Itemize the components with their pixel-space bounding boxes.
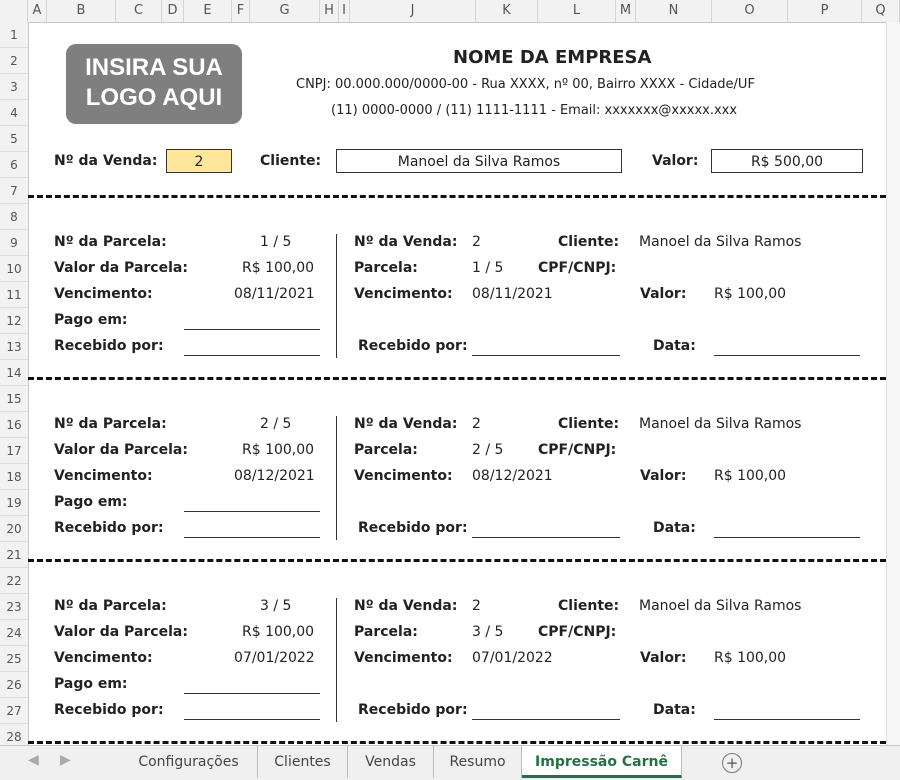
slip-divider: [336, 234, 337, 358]
company-name: NOME DA EMPRESA: [453, 47, 652, 68]
slip-sale-number-label: Nº da Venda:: [354, 234, 458, 250]
sheet-tab-resumo[interactable]: Resumo: [434, 746, 522, 778]
column-header-p[interactable]: P: [788, 0, 862, 22]
slip-parcel-value: 3 / 5: [472, 624, 504, 640]
row-header-9[interactable]: 9: [0, 230, 28, 256]
column-header-k[interactable]: K: [476, 0, 538, 22]
value-field[interactable]: R$ 500,00: [711, 149, 863, 173]
column-header-corner: [0, 0, 28, 22]
slip-value-amount: R$ 100,00: [714, 650, 787, 666]
slip-sale-number-value: 2: [472, 234, 481, 250]
slip-divider: [336, 416, 337, 540]
slip-due-label: Vencimento:: [354, 286, 453, 302]
slip-divider: [336, 598, 337, 722]
logo-placeholder: INSIRA SUA LOGO AQUI: [66, 44, 242, 124]
sheet-tab-impress-o-carn-[interactable]: Impressão Carnê: [522, 746, 682, 778]
slip-client-value: Manoel da Silva Ramos: [639, 598, 802, 614]
cut-line: [28, 377, 886, 380]
slip-cpf-label: CPF/CNPJ:: [538, 624, 617, 640]
slip-value-label: Valor:: [640, 468, 687, 484]
parcel-amount-label: Valor da Parcela:: [54, 442, 188, 458]
row-header-21[interactable]: 21: [0, 542, 28, 568]
slip-cpf-label: CPF/CNPJ:: [538, 442, 617, 458]
slip-received-by-line: [472, 355, 620, 356]
slip-received-by-label: Recebido por:: [358, 702, 468, 718]
slip-value-amount: R$ 100,00: [714, 286, 787, 302]
slip-parcel-label: Parcela:: [354, 442, 418, 458]
slip-received-by-label: Recebido por:: [358, 520, 468, 536]
received-by-label: Recebido por:: [54, 520, 164, 536]
slip-sale-number-label: Nº da Venda:: [354, 416, 458, 432]
row-header-28[interactable]: 28: [0, 724, 28, 750]
slip-value-amount: R$ 100,00: [714, 468, 787, 484]
row-header-6[interactable]: 6: [0, 152, 28, 178]
row-header-20[interactable]: 20: [0, 516, 28, 542]
cut-line: [28, 195, 886, 198]
row-header-14[interactable]: 14: [0, 360, 28, 386]
column-header-n[interactable]: N: [636, 0, 712, 22]
due-date-label: Vencimento:: [54, 286, 153, 302]
value-label: Valor:: [652, 153, 699, 169]
received-by-label: Recebido por:: [54, 702, 164, 718]
row-header-26[interactable]: 26: [0, 672, 28, 698]
row-header-23[interactable]: 23: [0, 594, 28, 620]
row-header-19[interactable]: 19: [0, 490, 28, 516]
sheet-tab-configura-es[interactable]: Configurações: [120, 746, 258, 778]
parcel-amount-value: R$ 100,00: [242, 624, 315, 640]
due-date-label: Vencimento:: [54, 650, 153, 666]
slip-client-label: Cliente:: [558, 598, 620, 614]
vertical-scrollbar[interactable]: [886, 22, 900, 745]
column-header-j[interactable]: J: [350, 0, 476, 22]
client-field[interactable]: Manoel da Silva Ramos: [336, 149, 622, 173]
column-header-q[interactable]: Q: [862, 0, 900, 22]
row-header-2[interactable]: 2: [0, 48, 28, 74]
parcel-amount-label: Valor da Parcela:: [54, 624, 188, 640]
slip-client-label: Cliente:: [558, 234, 620, 250]
company-info-line2: (11) 0000-0000 / (11) 1111-1111 - Email: xxxxxxx@xxxxx.xxx: [331, 103, 738, 118]
client-label: Cliente:: [260, 153, 322, 169]
sale-number-label: Nº da Venda:: [54, 153, 158, 169]
paid-on-label: Pago em:: [54, 676, 128, 692]
paid-on-label: Pago em:: [54, 312, 128, 328]
slip-due-label: Vencimento:: [354, 468, 453, 484]
column-header-g[interactable]: G: [250, 0, 320, 22]
cut-line: [28, 559, 886, 562]
received-by-line: [184, 537, 320, 538]
row-header-4[interactable]: 4: [0, 100, 28, 126]
worksheet[interactable]: [28, 22, 886, 745]
slip-date-line: [714, 719, 860, 720]
sheet-tab-bar: [0, 745, 900, 780]
column-header-a[interactable]: A: [28, 0, 47, 22]
cut-line: [28, 741, 886, 744]
slip-sale-number-label: Nº da Venda:: [354, 598, 458, 614]
slip-date-label: Data:: [653, 520, 696, 536]
row-header-8[interactable]: 8: [0, 204, 28, 230]
row-header-5[interactable]: 5: [0, 126, 28, 152]
slip-client-value: Manoel da Silva Ramos: [639, 416, 802, 432]
received-by-line: [184, 355, 320, 356]
row-header-27[interactable]: 27: [0, 698, 28, 724]
row-header-12[interactable]: 12: [0, 308, 28, 334]
column-header-d[interactable]: D: [162, 0, 184, 22]
slip-value-label: Valor:: [640, 286, 687, 302]
parcel-number-value: 1 / 5: [260, 234, 292, 250]
due-date-label: Vencimento:: [54, 468, 153, 484]
slip-value-label: Valor:: [640, 650, 687, 666]
slip-date-label: Data:: [653, 338, 696, 354]
slip-received-by-label: Recebido por:: [358, 338, 468, 354]
slip-sale-number-value: 2: [472, 416, 481, 432]
paid-on-label: Pago em:: [54, 494, 128, 510]
paid-on-line: [184, 511, 320, 512]
row-header-bar: [0, 22, 29, 745]
row-header-13[interactable]: 13: [0, 334, 28, 360]
row-header-25[interactable]: 25: [0, 646, 28, 672]
slip-due-label: Vencimento:: [354, 650, 453, 666]
parcel-number-label: Nº da Parcela:: [54, 416, 167, 432]
due-date-value: 08/11/2021: [234, 286, 315, 302]
column-header-l[interactable]: L: [538, 0, 616, 22]
slip-parcel-label: Parcela:: [354, 260, 418, 276]
due-date-value: 08/12/2021: [234, 468, 315, 484]
sheet-tab-clientes[interactable]: Clientes: [258, 746, 348, 778]
column-header-bar: [0, 0, 900, 23]
parcel-number-value: 3 / 5: [260, 598, 292, 614]
slip-date-line: [714, 355, 860, 356]
slip-client-label: Cliente:: [558, 416, 620, 432]
sheet-tab-vendas[interactable]: Vendas: [348, 746, 434, 778]
parcel-number-label: Nº da Parcela:: [54, 234, 167, 250]
company-info-line1: CNPJ: 00.000.000/0000-00 - Rua XXXX, nº 00, Bairro XXXX - Cidade/UF: [296, 77, 755, 92]
paid-on-line: [184, 693, 320, 694]
parcel-number-value: 2 / 5: [260, 416, 292, 432]
column-header-e[interactable]: E: [184, 0, 232, 22]
row-header-15[interactable]: 15: [0, 386, 28, 412]
row-header-11[interactable]: 11: [0, 282, 28, 308]
due-date-value: 07/01/2022: [234, 650, 315, 666]
slip-due-value: 08/11/2021: [472, 286, 553, 302]
column-header-b[interactable]: B: [47, 0, 116, 22]
slip-parcel-label: Parcela:: [354, 624, 418, 640]
row-header-10[interactable]: 10: [0, 256, 28, 282]
slip-cpf-label: CPF/CNPJ:: [538, 260, 617, 276]
row-header-16[interactable]: 16: [0, 412, 28, 438]
paid-on-line: [184, 329, 320, 330]
parcel-amount-label: Valor da Parcela:: [54, 260, 188, 276]
column-header-o[interactable]: O: [712, 0, 788, 22]
row-header-17[interactable]: 17: [0, 438, 28, 464]
slip-due-value: 07/01/2022: [472, 650, 553, 666]
row-header-24[interactable]: 24: [0, 620, 28, 646]
row-header-18[interactable]: 18: [0, 464, 28, 490]
slip-parcel-value: 1 / 5: [472, 260, 504, 276]
received-by-label: Recebido por:: [54, 338, 164, 354]
column-header-i[interactable]: I: [339, 0, 350, 22]
parcel-amount-value: R$ 100,00: [242, 442, 315, 458]
column-header-f[interactable]: F: [232, 0, 250, 22]
slip-client-value: Manoel da Silva Ramos: [639, 234, 802, 250]
row-header-3[interactable]: 3: [0, 74, 28, 100]
slip-date-label: Data:: [653, 702, 696, 718]
chevron-left-icon[interactable]: ◀: [28, 752, 39, 768]
row-header-1[interactable]: 1: [0, 22, 28, 48]
chevron-right-icon[interactable]: ▶: [60, 752, 71, 768]
parcel-amount-value: R$ 100,00: [242, 260, 315, 276]
plus-circle-icon[interactable]: +: [722, 753, 742, 773]
slip-date-line: [714, 537, 860, 538]
slip-parcel-value: 2 / 5: [472, 442, 504, 458]
column-header-h[interactable]: H: [320, 0, 339, 22]
received-by-line: [184, 719, 320, 720]
sale-number-input[interactable]: 2: [166, 149, 232, 173]
slip-received-by-line: [472, 537, 620, 538]
slip-received-by-line: [472, 719, 620, 720]
column-header-m[interactable]: M: [616, 0, 636, 22]
slip-due-value: 08/12/2021: [472, 468, 553, 484]
parcel-number-label: Nº da Parcela:: [54, 598, 167, 614]
column-header-c[interactable]: C: [116, 0, 162, 22]
slip-sale-number-value: 2: [472, 598, 481, 614]
row-header-7[interactable]: 7: [0, 178, 28, 204]
row-header-22[interactable]: 22: [0, 568, 28, 594]
